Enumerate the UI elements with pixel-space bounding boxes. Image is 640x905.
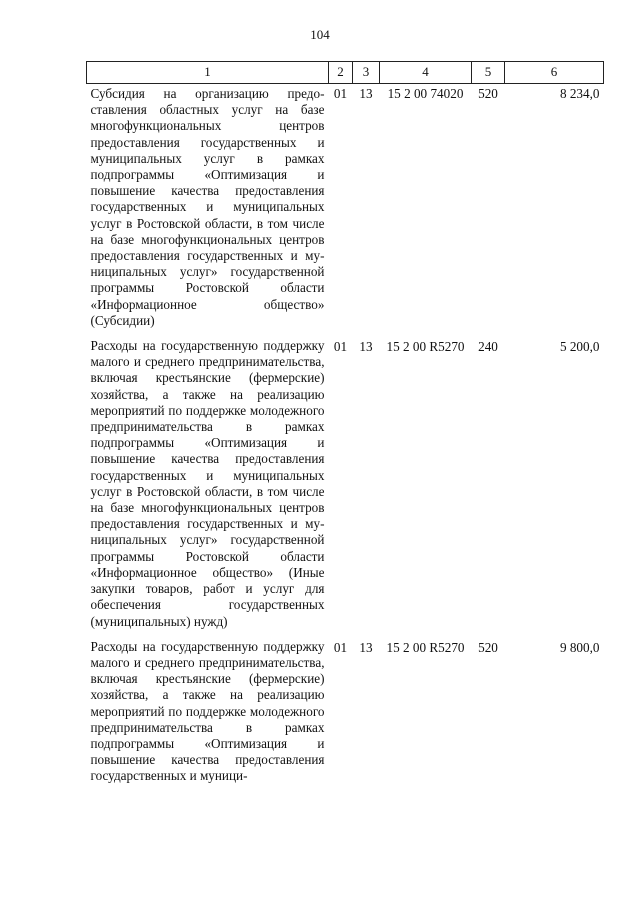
- row-description: Расходы на государственную поддержку малого и среднего предпринимательства, включая крестьянские (фермерские) хозяйства, а также на реализацию мероприятий по поддержке молодежного предпринимательства в рамках подпрограммы «Оптимизация и повышение качества предоставления государственных и муниципальных услуг в Ростовской области, в том числе на базе многофункциональных центров предоставления государственных и муниципальных услуг» государственной программы Ростовской области «Информационное общество» (Иные закупки товаров, работ и услуг для обеспечения государственных (муниципальных) нужд): [90, 338, 325, 629]
- row-subsection: 13: [359, 86, 373, 101]
- row-expense-type: 240: [478, 339, 498, 355]
- budget-table: [86, 61, 604, 794]
- table-row: [87, 84, 604, 339]
- header-col-4: 4: [380, 62, 472, 84]
- header-col-3: 3: [353, 62, 380, 84]
- table-row: [87, 338, 604, 639]
- header-col-5: 5: [472, 62, 505, 84]
- row-section: 01: [333, 639, 348, 655]
- row-subsection: 13: [359, 639, 373, 655]
- row-amount: 8 234,0: [559, 86, 600, 101]
- row-description: Субсидия на организацию предоставления областных услуг на базе многофункциональных центров предоставления государственных и муниципальных услуг в рамках подпрограммы «Оптимизация и повышение качества предоставления государственных и муниципальных услуг в Ростовской области, в том числе на базе многофункциональных центров предоставления государственных и муниципальных услуг» государственной программы Ростовской области «Информационное общество» (Субсидии): [90, 86, 325, 328]
- table-header-row: [87, 62, 604, 84]
- page-number: 104: [310, 27, 330, 42]
- row-section: 01: [333, 86, 348, 101]
- row-target: 15 2 00 R5270: [386, 339, 465, 355]
- row-amount: 5 200,0: [559, 339, 600, 355]
- table-row: [87, 639, 604, 794]
- row-amount: 9 800,0: [559, 639, 600, 655]
- row-target: 15 2 00 74020: [387, 86, 464, 101]
- row-expense-type: 520: [478, 86, 498, 101]
- header-col-2: 2: [329, 62, 353, 84]
- row-target: 15 2 00 R5270: [386, 639, 465, 655]
- row-section: 01: [333, 339, 348, 355]
- row-subsection: 13: [359, 339, 373, 355]
- header-col-6: 6: [505, 62, 604, 84]
- row-expense-type: 520: [478, 639, 498, 655]
- row-description: Расходы на государственную поддержку малого и среднего предпринимательства, включая крестьянские (фермерские) хозяйства, а также на реализацию мероприятий по поддержке молодежного предпринимательства в рамках подпрограммы «Оптимизация и повышение качества предоставления государственных и муници-: [90, 638, 325, 784]
- header-col-1: 1: [87, 62, 329, 84]
